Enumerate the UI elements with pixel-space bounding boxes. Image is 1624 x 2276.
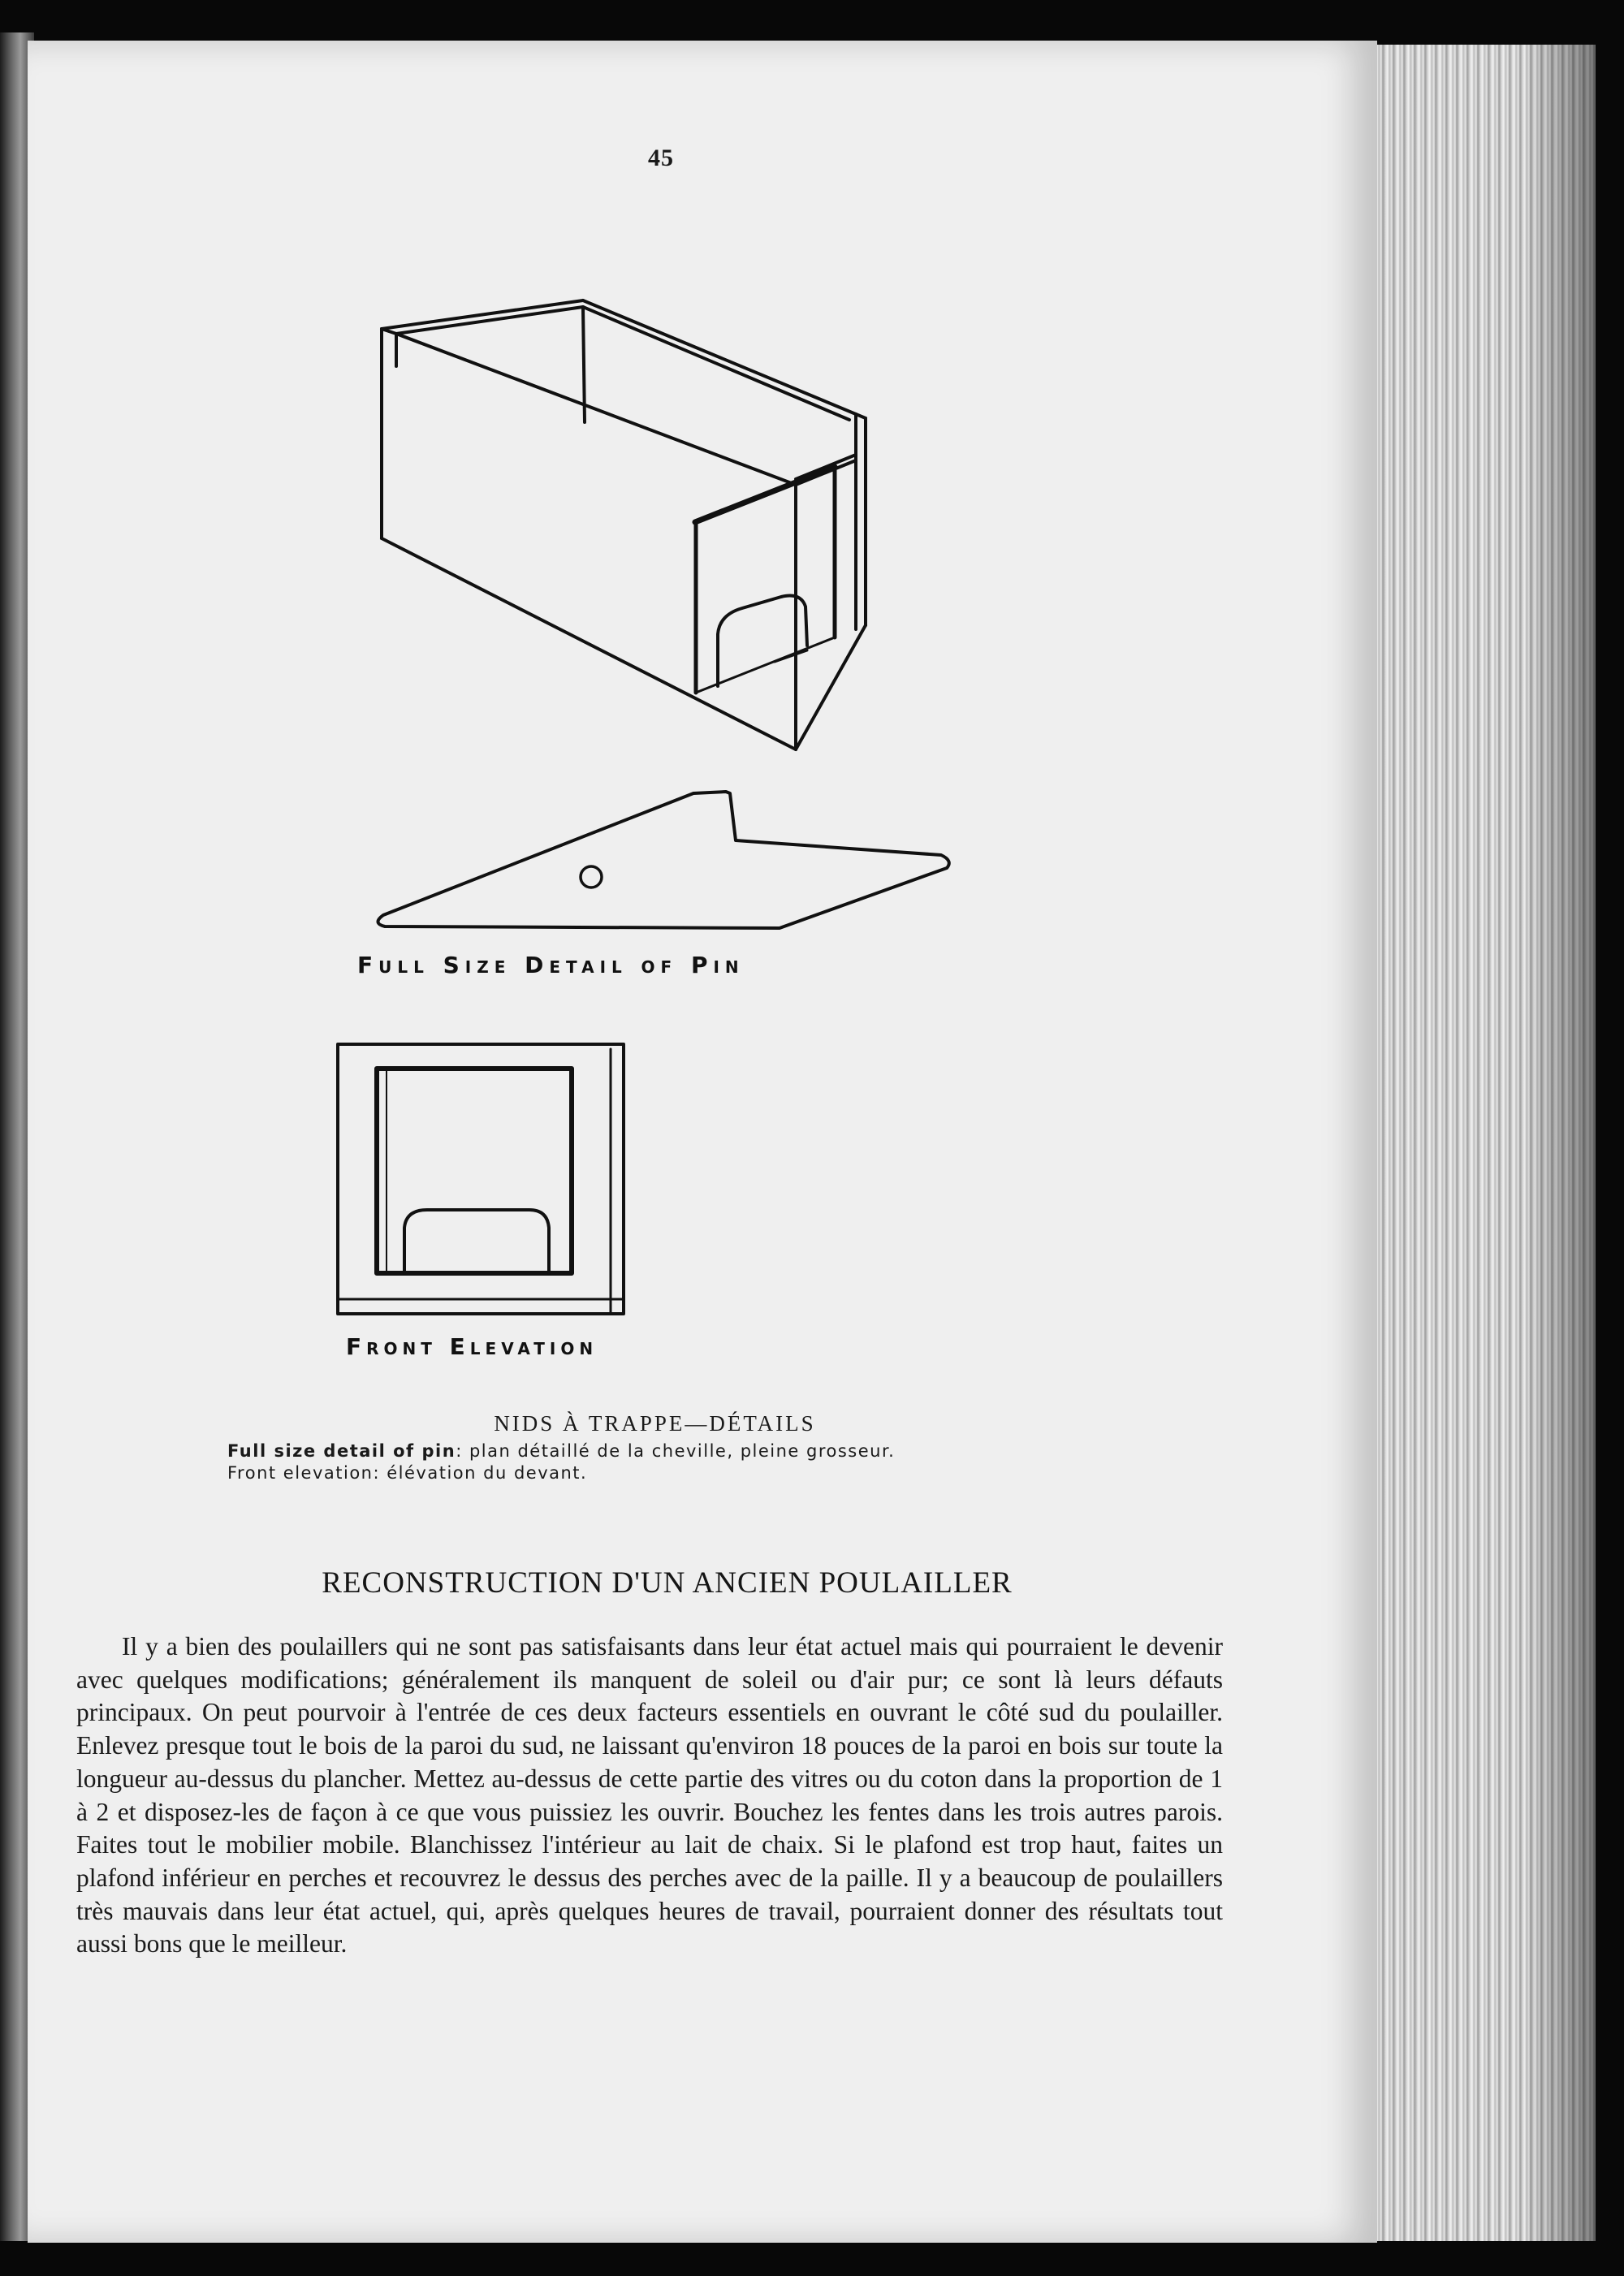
page-number: 45 — [648, 145, 674, 171]
caption-text-front: : élévation du devant. — [373, 1463, 588, 1483]
front-elevation-drawing — [330, 1039, 671, 1356]
nest-box-perspective-drawing — [336, 248, 1051, 775]
front-elevation-label: Front Elevation — [346, 1333, 598, 1360]
section-heading: RECONSTRUCTION D'UN ANCIEN POULAILLER — [322, 1566, 1013, 1600]
figure-caption-title: NIDS À TRAPPE—DÉTAILS — [494, 1411, 816, 1436]
book-page — [28, 41, 1377, 2243]
caption-line-pin — [227, 1441, 895, 1461]
section-body — [76, 1630, 1223, 1961]
page-edges — [1364, 45, 1596, 2241]
caption-term-pin: Full size detail of pin — [227, 1441, 456, 1461]
body-paragraph: Il y a bien des poulaillers qui ne sont pas satisfaisants dans leur état actuel mais qui pourraient le devenir avec quelques modifications; généralement ils manquent de soleil ou d'air pur; ce sont là leurs défauts principaux. On peut pourvoir à l'entrée de ces deux facteurs essentiels en ouvrant le côté sud du poulailler. Enlevez presque tout le bois de la paroi du sud, ne laissant qu'environ 18 pouces de la paroi en bois sur toute la longueur au-dessus du plancher. Mettez au-dessus de cette partie des vitres ou du coton dans la proportion de 1 à 2 et disposez-les de façon à ce que vous puissiez les ouvrir. Bouchez les fentes dans les trois autres parois. Faites tout le mobilier mobile. Blanchissez l'intérieur au lait de chaix. Si le plafond est trop haut, faites un plafond inférieur en perches et recouvrez le dessus des perches avec de la paille. Il y a beaucoup de poulaillers très mauvais dans leur état actuel, qui, après quelques heures de travail, pourraient donner des résultats tout aussi bons que le meilleur. — [76, 1632, 1223, 1959]
caption-line-front — [227, 1463, 587, 1483]
caption-term-front: Front elevation — [227, 1463, 374, 1483]
caption-text-pin: : plan détaillé de la cheville, pleine grosseur. — [456, 1441, 896, 1461]
pin-detail-label: Full Size Detail of Pin — [357, 952, 745, 978]
